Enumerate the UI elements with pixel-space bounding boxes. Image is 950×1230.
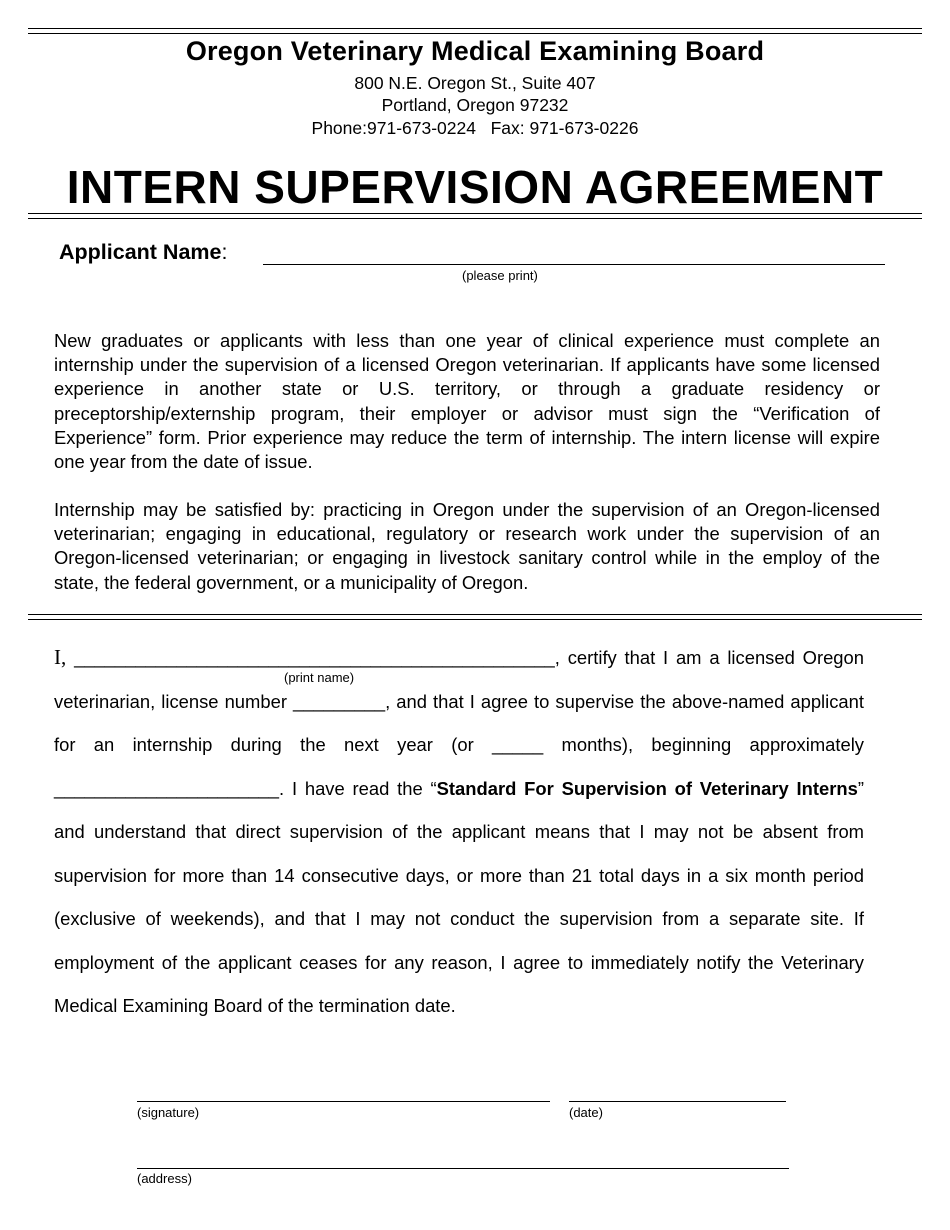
supervisor-name-blank[interactable]: _______________________________________________ xyxy=(74,647,555,668)
months-blank[interactable]: _____ xyxy=(492,734,544,755)
address-field[interactable] xyxy=(137,1168,789,1169)
print-name-hint: (print name) xyxy=(284,670,355,685)
start-date-blank[interactable]: ______________________ xyxy=(54,777,280,799)
date-label: (date) xyxy=(569,1105,603,1120)
address-label: (address) xyxy=(137,1171,192,1186)
intro-paragraph-2: Internship may be satisfied by: practicing in Oregon under the supervision of an Oregon-licensed veterinarian; engaging in educational, regulatory or research work under the supervision of an Oregon-licensed veterinarian; or engaging in livestock sanitary control while in the employ of the state, the federal government, or a municipality of Oregon. xyxy=(54,499,880,593)
address-line-1: 800 N.E. Oregon St., Suite 407 xyxy=(354,73,596,93)
signature-label: (signature) xyxy=(137,1105,200,1120)
page-title: INTERN SUPERVISION AGREEMENT xyxy=(66,161,884,213)
top-double-rule xyxy=(28,28,922,34)
signature-field[interactable] xyxy=(137,1101,550,1102)
standard-title: Standard For Supervision of Veterinary Interns xyxy=(436,777,858,799)
applicant-name-field[interactable] xyxy=(263,264,885,265)
phone-fax: Phone:971-673-0224 Fax: 971-673-0226 xyxy=(311,118,639,138)
certification-paragraph: I, _______________________________________________, certify that I am a licensed Oregon veterinarian, license number _________, and that I agree to supervise the above-named applicant for an internship during the next year (or _____ months), beginning approximately ______________________. I have read the “Standard For Supervision of Veterinary Interns” and understand that direct supervision of the applicant means that I may not be absent from supervision for more than 14 consecutive days, or more than 21 total days in a six month period (exclusive of weekends), and that I may not conduct the supervision from a separate site. If employment of the applicant ceases for any reason, I agree to immediately notify the Veterinary Medical Examining Board of the termination date. xyxy=(54,645,864,1016)
certification-pronoun: I, xyxy=(54,645,67,669)
applicant-name-hint: (please print) xyxy=(462,268,538,283)
title-double-rule xyxy=(28,213,922,219)
intro-paragraph-1: New graduates or applicants with less than one year of clinical experience must complete an internship under the supervision of a licensed Oregon veterinarian. If applicants have some licensed experience in another state or U.S. territory, or through a graduate residency or preceptorship/externship program, their employer or advisor must sign the “Verification of Experience” form. Prior experience may reduce the term of internship. The intern license will expire one year from the date of issue. xyxy=(54,330,880,473)
section-double-rule xyxy=(28,614,922,620)
license-number-blank[interactable]: _________ xyxy=(293,690,386,712)
board-name: Oregon Veterinary Medical Examining Board xyxy=(185,36,765,66)
address-line-2: Portland, Oregon 97232 xyxy=(381,95,569,115)
applicant-name-label: Applicant Name: xyxy=(59,240,228,264)
date-field[interactable] xyxy=(569,1101,786,1102)
